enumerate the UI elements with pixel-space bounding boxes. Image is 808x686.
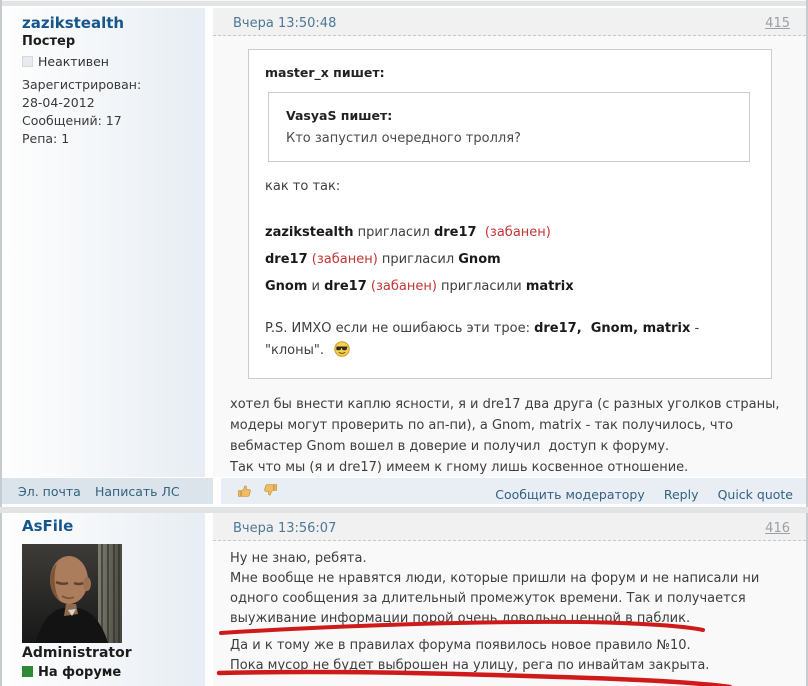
- invite-line-1: [265, 224, 755, 241]
- post1-user-info: [22, 76, 141, 148]
- text-segment: dre17: [324, 279, 367, 294]
- post1-user-column: [2, 8, 205, 477]
- text-segment: Gnom: [265, 279, 308, 294]
- post1-header: [213, 8, 806, 36]
- reputation-count: Репа: 1: [22, 131, 70, 146]
- text-segment: (забанен): [311, 252, 378, 267]
- post1-number-link[interactable]: 415: [765, 16, 790, 31]
- post1-body-line: хотел бы внести каплю ясности, я и dre17 два друга (с разных уголков страны,: [230, 397, 780, 412]
- quote-inner-text: Кто запустил очередного тролля?: [286, 131, 521, 146]
- quote-inner-author: VasyaS пишет:: [286, 108, 393, 123]
- post1-user-rank: Постер: [22, 34, 76, 49]
- post1-body-line: вебмастер Gnom вошел в доверие и получил доступ к форуму.: [230, 439, 670, 454]
- post2-body-line: Мне вообще не нравятся люди, которые пришли на форум и не написали ни: [230, 571, 760, 586]
- post1-timestamp: Вчера 13:50:48: [233, 16, 337, 31]
- post2-body-line: одного сообщения за длительный промежуток времени. Так и получается: [230, 591, 746, 606]
- text-segment: P.S. ИМХО если не ошибаюсь эти трое:: [265, 321, 535, 336]
- text-segment: (забанен): [484, 225, 551, 240]
- email-link[interactable]: Эл. почта: [18, 484, 81, 499]
- text-segment: пригласил: [377, 252, 459, 267]
- post2-status-label: На форуме: [38, 665, 122, 680]
- text-segment: [477, 225, 485, 240]
- text-segment: и: [307, 279, 325, 294]
- post1-body-line: модеры могут проверить по ап-пи), а Gnom, matrix - так получилось, что: [230, 418, 734, 433]
- text-segment: matrix: [525, 279, 574, 294]
- text-segment: Gnom: [458, 252, 501, 267]
- text-segment: пригласили: [436, 279, 526, 294]
- text-segment: (забанен): [370, 279, 437, 294]
- quick-quote-link[interactable]: Quick quote: [717, 487, 793, 502]
- post1-content: [213, 36, 806, 477]
- post2-username-link[interactable]: AsFile: [22, 517, 74, 535]
- text-segment: -: [690, 321, 700, 336]
- quote-outer-author: master_x пишет:: [265, 65, 385, 80]
- thumb-down-icon[interactable]: [263, 483, 278, 498]
- offline-status-icon: [22, 56, 33, 67]
- online-status-icon: [22, 666, 33, 677]
- registered-label: Зарегистрирован:: [22, 77, 142, 92]
- post2-number-link[interactable]: 416: [765, 521, 790, 536]
- post2-body-line: выуживание информации порой очень довольно ценной в паблик.: [230, 611, 691, 626]
- thumb-up-icon[interactable]: [237, 483, 252, 498]
- post2-content: [213, 541, 806, 686]
- post2-body-line: Да и к тому же в правилах форума появилось новое правило №10.: [230, 638, 691, 653]
- nested-quote-block: [268, 92, 750, 162]
- cool-smiley-icon: [334, 341, 350, 364]
- post1-action-links: [481, 484, 793, 503]
- messages-count: Сообщений: 17: [22, 113, 122, 128]
- post2-body-line: Ну не знаю, ребята.: [230, 551, 367, 566]
- post2-body-para1: [230, 549, 800, 629]
- text-segment: dre17: [433, 225, 477, 240]
- send-pm-link[interactable]: Написать ЛС: [95, 484, 180, 499]
- post1-body-line: Так что мы (я и dre17) имеем к гному лишь косвенное отношение.: [230, 460, 689, 475]
- invite-line-3: [265, 278, 755, 295]
- post2-avatar: [22, 544, 122, 643]
- report-to-moderator-link[interactable]: Сообщить модератору: [495, 487, 645, 502]
- post1-footer-right: [221, 478, 806, 504]
- post2-timestamp: Вчера 13:56:07: [233, 521, 337, 536]
- post1-footer-left: [2, 478, 213, 504]
- post1-status-label: Неактивен: [38, 54, 109, 69]
- post1-user-status: [22, 54, 109, 69]
- post2-user-status: [22, 665, 121, 680]
- invite-line-2: [265, 251, 755, 268]
- post2-user-column: [2, 513, 205, 686]
- quote-intro-line: как то так:: [265, 179, 341, 194]
- ps-line-2-text: "клоны".: [265, 343, 329, 358]
- ps-line-1: [265, 320, 755, 337]
- top-divider: [0, 0, 808, 6]
- post1-quote-block: [248, 49, 772, 379]
- post2-header: [213, 513, 806, 541]
- post1-body: [230, 394, 795, 478]
- registered-date: 28-04-2012: [22, 95, 95, 110]
- reply-link[interactable]: Reply: [663, 487, 699, 502]
- ps-line-2: [265, 341, 755, 364]
- text-segment: dre17, Gnom, matrix: [534, 321, 691, 336]
- vote-thumbs: [237, 483, 278, 502]
- text-segment: пригласил: [353, 225, 434, 240]
- post2-body-para2: [230, 636, 800, 676]
- text-segment: dre17: [265, 252, 308, 267]
- text-segment: zazikstealth: [265, 225, 354, 240]
- post1-username-link[interactable]: zazikstealth: [22, 14, 125, 32]
- post2-body-line: Пока мусор не будет выброшен на улицу, рега по инвайтам закрыта.: [230, 658, 710, 673]
- post2-user-rank: Administrator: [22, 645, 132, 661]
